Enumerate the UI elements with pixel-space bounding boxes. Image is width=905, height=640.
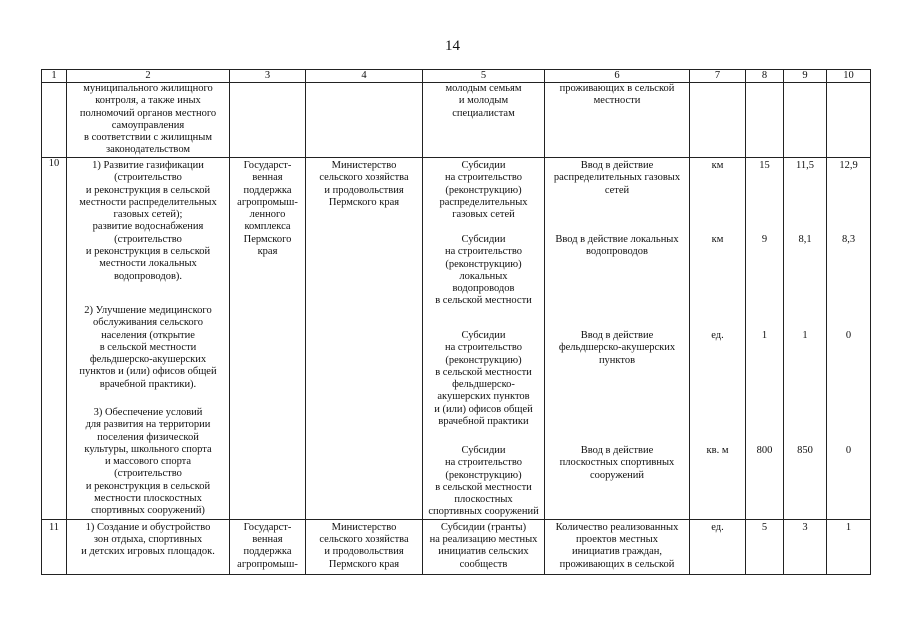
value-8-sport: 800	[756, 445, 773, 456]
value-8-gas: 15	[759, 160, 770, 171]
text-line: контроля, а также иных	[95, 95, 201, 107]
cell-activity	[67, 158, 230, 520]
text-line: Ввод в действие	[580, 160, 654, 171]
text-line: Субсидии	[461, 330, 506, 341]
text-line: Ввод в действие	[580, 445, 654, 456]
text-line: на строительство	[444, 172, 523, 184]
text-line: спортивных сооружений)	[91, 505, 205, 517]
text-line: агропромыш-	[237, 558, 298, 570]
table-row-10	[42, 158, 871, 520]
funding-block-1	[425, 160, 542, 234]
value-10-sport: 0	[845, 445, 852, 456]
text-line: газовых сетей	[452, 209, 515, 221]
text-line: молодым семьям	[445, 83, 522, 94]
cell-unit	[690, 158, 746, 520]
text-line: инициатив сельских	[438, 546, 529, 558]
text-line: Министерство	[331, 521, 397, 533]
indicator-block-3	[547, 330, 687, 445]
value-10-water: 8,3	[841, 234, 856, 245]
text-line: местности локальных	[99, 258, 197, 270]
text-line: сооружений	[589, 469, 645, 481]
text-line: Субсидии	[461, 445, 506, 456]
text-line: на строительство	[444, 342, 523, 354]
cell-program	[230, 83, 306, 158]
value-9-water: 8,1	[798, 234, 812, 245]
value-9-gas: 11,5	[796, 160, 814, 171]
text-line: газовых сетей);	[113, 209, 183, 221]
text-line: Субсидии (гранты)	[440, 521, 527, 533]
text-line: Пермского	[243, 233, 292, 245]
cell-program	[230, 158, 306, 520]
text-line: (реконструкцию)	[445, 184, 522, 196]
text-line: на строительство	[444, 457, 523, 469]
text-line: в сельской местности	[435, 481, 532, 493]
text-line: законодательством	[105, 144, 191, 156]
table-row-continuation	[42, 83, 871, 158]
text-line: муниципального жилищного	[83, 83, 213, 94]
value-9-sport: 850	[797, 445, 813, 456]
cell-value-8	[746, 83, 784, 158]
text-line: (строительство	[114, 172, 182, 184]
text-line: в сельской местности	[435, 295, 532, 307]
text-line: распределительных	[439, 196, 528, 208]
cell-unit	[690, 83, 746, 158]
program-table	[41, 69, 871, 575]
text-line: пунктов	[598, 354, 636, 366]
text-line: местности плоскостных	[94, 493, 202, 505]
text-line: спортивных сооружений	[428, 506, 539, 518]
cell-number	[42, 83, 67, 158]
text-line: сетей	[604, 184, 630, 196]
unit-medical: ед.	[711, 330, 724, 341]
col-header-9: 9	[784, 70, 827, 83]
indicator-block-4	[547, 445, 687, 482]
text-line: полномочий органов местного	[79, 107, 217, 119]
text-line: Ввод в действие локальных	[555, 234, 679, 245]
cell-executor	[306, 158, 423, 520]
col-header-8: 8	[746, 70, 784, 83]
text-line: в сельской местности	[99, 341, 197, 353]
text-line: в сельской местности	[435, 366, 532, 378]
text-line: распределительных газовых	[553, 172, 681, 184]
cell-executor	[306, 83, 423, 158]
table-row-11	[42, 519, 871, 574]
cell-activity	[67, 519, 230, 574]
value-8-water: 9	[761, 234, 768, 245]
text-line: ленного	[249, 209, 286, 221]
cell-indicator	[545, 519, 690, 574]
text-line: культуры, школьного спорта	[84, 443, 212, 455]
text-line: фельдшерско-акушерских	[89, 354, 207, 366]
text-line: местности	[593, 95, 641, 107]
text-line: и молодым	[458, 95, 509, 107]
cell-value-8	[746, 158, 784, 520]
text-line: Пермского края	[328, 196, 400, 208]
funding-block-4	[425, 445, 542, 519]
text-line: фельдшерско-акушерских	[558, 342, 676, 354]
text-line: врачебной практики	[438, 416, 529, 428]
text-line: поселения физической	[97, 431, 199, 443]
text-line: местности распределительных	[79, 196, 217, 208]
cell-value-9	[784, 83, 827, 158]
funding-block-3	[425, 330, 542, 445]
text-line: зон отдыха, спортивных	[93, 534, 203, 546]
col-header-2: 2	[67, 70, 230, 83]
text-line: Государст-	[243, 160, 292, 171]
text-line: на строительство	[444, 246, 523, 258]
cell-value-9	[784, 158, 827, 520]
text-line: в соответствии с жилищным	[84, 132, 212, 144]
funding-block-2	[425, 234, 542, 330]
text-line: проживающих в сельской	[559, 558, 675, 570]
text-line: и реконструкция в сельской	[85, 480, 211, 492]
text-line: и реконструкция в сельской	[85, 184, 211, 196]
indicator-block-1	[547, 160, 687, 234]
text-line: 2) Улучшение медицинского	[84, 305, 212, 316]
cell-activity	[67, 83, 230, 158]
text-line: Ввод в действие	[580, 330, 654, 341]
cell-indicator	[545, 158, 690, 520]
col-header-1: 1	[42, 70, 67, 83]
text-line: поддержка	[243, 546, 292, 558]
text-line: на реализацию местных	[429, 534, 538, 546]
text-line: (реконструкцию)	[445, 469, 522, 481]
text-line: врачебной практики).	[99, 378, 197, 390]
col-header-10: 10	[827, 70, 871, 83]
text-line: пунктов и (или) офисов общей	[79, 366, 217, 378]
text-line: водопроводов	[586, 246, 648, 258]
cell-number: 10	[42, 158, 67, 520]
col-header-4: 4	[306, 70, 423, 83]
activity-block-2	[69, 305, 227, 407]
text-line: Субсидии	[461, 160, 506, 171]
text-line: и продовольствия	[324, 546, 404, 558]
text-line: (реконструкцию)	[445, 258, 522, 270]
text-line: поддержка	[243, 184, 292, 196]
text-line: венная	[252, 534, 283, 546]
cell-value-10: 1	[827, 519, 871, 574]
text-line: комплекса	[244, 221, 291, 233]
cell-value-10	[827, 158, 871, 520]
text-line: плоскостных спортивных	[559, 457, 675, 469]
text-line: венная	[252, 172, 283, 184]
cell-funding	[423, 519, 545, 574]
cell-indicator	[545, 83, 690, 158]
text-line: края	[257, 246, 278, 258]
text-line: Министерство	[331, 160, 397, 171]
value-9-medical: 1	[802, 330, 808, 341]
text-line: сообществ	[459, 558, 508, 570]
text-line: фельдшерско-	[452, 379, 515, 391]
page-number: 14	[445, 38, 460, 54]
text-line: населения (открытие	[101, 329, 195, 341]
indicator-block-2	[547, 234, 687, 330]
text-line: Количество реализованных	[555, 521, 679, 533]
text-line: и (или) офисов общей	[434, 403, 533, 415]
text-line: самоуправления	[111, 119, 185, 131]
col-header-6: 6	[545, 70, 690, 83]
text-line: агропромыш-	[237, 196, 298, 208]
text-line: проживающих в сельской	[559, 83, 675, 94]
text-line: акушерских пунктов	[437, 391, 530, 403]
text-line: и реконструкция в сельской	[85, 246, 211, 258]
text-line: и детских игровых площадок.	[81, 546, 215, 558]
text-line: инициатив граждан,	[572, 546, 662, 558]
cell-value-8: 5	[746, 519, 784, 574]
text-line: специалистам	[452, 107, 515, 119]
text-line: (строительство	[114, 468, 182, 480]
activity-block-1	[69, 160, 227, 305]
col-header-7: 7	[690, 70, 746, 83]
col-header-5: 5	[423, 70, 545, 83]
cell-program	[230, 519, 306, 574]
text-line: и массового спорта	[104, 456, 192, 468]
cell-value-9: 3	[784, 519, 827, 574]
cell-funding	[423, 83, 545, 158]
text-line: развитие водоснабжения	[92, 221, 204, 233]
text-line: 1) Создание и обустройство	[85, 521, 211, 533]
text-line: и продовольствия	[324, 184, 404, 196]
text-line: 1) Развитие газификации	[92, 160, 204, 171]
text-line: сельского хозяйства	[319, 534, 409, 546]
column-number-row	[42, 70, 871, 83]
cell-number: 11	[42, 519, 67, 574]
text-line: Субсидии	[461, 234, 506, 245]
text-line: (реконструкцию)	[445, 354, 522, 366]
text-line: плоскостных	[454, 494, 513, 506]
unit-water: км	[711, 234, 724, 245]
value-10-medical: 0	[845, 330, 852, 341]
unit-gas: км	[711, 160, 724, 171]
text-line: Государст-	[243, 521, 292, 533]
text-line: проектов местных	[576, 534, 658, 546]
text-line: водопроводов	[452, 283, 515, 295]
value-8-medical: 1	[761, 330, 768, 341]
text-line: 3) Обеспечение условий	[93, 407, 203, 418]
activity-block-3	[69, 407, 227, 518]
text-line: (строительство	[114, 233, 182, 245]
col-header-3: 3	[230, 70, 306, 83]
text-line: обслуживания сельского	[93, 317, 203, 329]
text-line: Пермского края	[328, 558, 400, 570]
text-line: локальных	[459, 270, 508, 282]
cell-unit: ед.	[690, 519, 746, 574]
text-line: водопроводов).	[113, 270, 183, 282]
text-line: сельского хозяйства	[319, 172, 409, 184]
value-10-gas: 12,9	[839, 160, 858, 171]
unit-sport: кв. м	[706, 445, 729, 456]
cell-funding	[423, 158, 545, 520]
text-line: для развития на территории	[85, 419, 211, 431]
cell-value-10	[827, 83, 871, 158]
cell-executor	[306, 519, 423, 574]
